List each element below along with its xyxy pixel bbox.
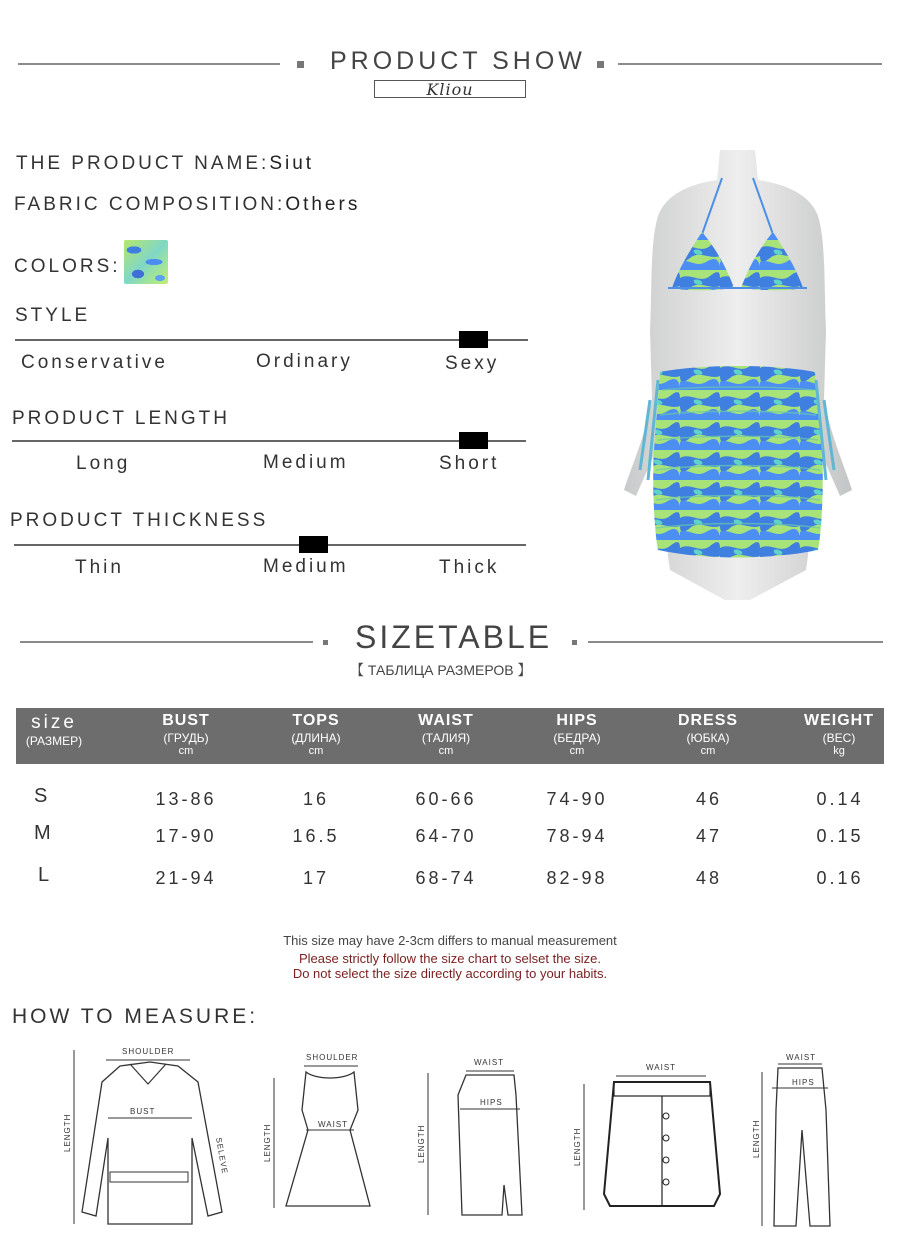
dress-icon <box>258 1050 378 1212</box>
table-row-l-weight: 0.16 <box>816 868 864 888</box>
skirt-icon <box>410 1055 540 1221</box>
table-row-m-bust: 17-90 <box>155 826 217 846</box>
measure-fig-dress <box>258 1050 378 1212</box>
measure-fig-pants <box>752 1050 862 1230</box>
table-row-m-weight: 0.15 <box>816 826 864 846</box>
col-hips-ru: (БЕДРА) <box>553 731 601 745</box>
col-dress-unit: cm <box>700 745 716 757</box>
table-row-s-tops: 16 <box>302 789 330 809</box>
thickness-scale-marker <box>299 536 328 553</box>
style-scale-marker <box>459 331 488 348</box>
length-scale-line <box>12 440 526 442</box>
table-row-m-size: M <box>34 822 54 844</box>
header-rule-right <box>618 63 882 65</box>
table-row-s-dress: 46 <box>695 789 723 809</box>
table-row-l-size: L <box>38 864 53 886</box>
shorts-icon <box>570 1058 730 1214</box>
measure-fig-shorts <box>570 1058 730 1214</box>
col-size-ru: (РАЗМЕР) <box>25 734 83 748</box>
size-warning-2: Do not select the size directly according to your habits. <box>292 966 608 981</box>
pants-waist-label: WAIST <box>786 1053 817 1062</box>
col-hips-main: HIPS <box>556 712 598 729</box>
col-waist-main: WAIST <box>418 712 474 729</box>
col-dress <box>658 708 758 764</box>
thickness-scale-line <box>14 544 526 546</box>
dress-length-label: LENGTH <box>263 1123 272 1162</box>
style-option-ordinary: Ordinary <box>256 351 353 372</box>
table-row-s-weight: 0.14 <box>816 789 864 809</box>
thickness-option-medium: Medium <box>263 556 349 577</box>
sizetable-title: SIZETABLE <box>355 619 553 655</box>
page-title: PRODUCT SHOW <box>330 47 586 75</box>
col-hips-unit: cm <box>569 745 585 757</box>
table-row-m-waist: 64-70 <box>415 826 477 846</box>
header-rule-left <box>18 63 280 65</box>
dress-shoulder-label: SHOULDER <box>306 1053 359 1062</box>
thickness-option-thin: Thin <box>75 557 124 578</box>
col-dress-main: DRESS <box>677 712 739 729</box>
table-row-l-bust: 21-94 <box>155 868 217 888</box>
length-scale-marker <box>459 432 488 449</box>
sizetable-subtitle: 【 ТАБЛИЦА РАЗМЕРОВ 】 <box>350 662 532 678</box>
col-waist-ru: (ТАЛИЯ) <box>421 731 471 745</box>
pants-length-label: LENGTH <box>752 1119 761 1158</box>
shorts-length-label: LENGTH <box>573 1127 582 1166</box>
col-tops <box>266 708 366 764</box>
col-size <box>16 708 92 764</box>
product-name-label: THE PRODUCT NAME: <box>16 153 270 174</box>
col-bust-ru: (ГРУДЬ) <box>163 731 209 745</box>
table-row-m-hips: 78-94 <box>546 826 608 846</box>
length-option-long: Long <box>76 453 131 474</box>
length-option-short: Short <box>439 453 500 474</box>
brand-label: Kliou <box>374 80 526 98</box>
skirt-length-label: LENGTH <box>417 1124 426 1163</box>
table-row-s-hips: 74-90 <box>546 789 608 809</box>
col-weight-ru: (ВЕС) <box>822 731 856 745</box>
col-size-main: size <box>31 712 77 733</box>
style-scale-line <box>15 339 528 341</box>
sizetable-rule-right <box>588 641 883 643</box>
jacket-icon <box>60 1042 240 1228</box>
thickness-title: PRODUCT THICKNESS <box>10 510 269 531</box>
table-row-l-tops: 17 <box>302 868 330 888</box>
table-row-m-dress: 47 <box>695 826 723 846</box>
length-option-medium: Medium <box>263 452 349 473</box>
style-option-conservative: Conservative <box>21 352 168 373</box>
table-row-s-waist: 60-66 <box>415 789 477 809</box>
jacket-bust-label: BUST <box>130 1107 156 1116</box>
col-hips <box>527 708 627 764</box>
thickness-option-thick: Thick <box>439 557 500 578</box>
col-tops-main: TOPS <box>292 712 340 729</box>
product-name-value: Siut <box>269 153 315 174</box>
sizetable-dot-right <box>572 640 577 645</box>
col-weight-unit: kg <box>833 745 845 757</box>
pants-icon <box>752 1050 862 1230</box>
col-weight <box>789 708 889 764</box>
measure-fig-jacket <box>60 1042 240 1228</box>
col-bust-unit: cm <box>178 745 194 757</box>
col-bust <box>136 708 236 764</box>
size-table-header <box>16 708 884 764</box>
table-row-m-tops: 16.5 <box>292 826 340 846</box>
shorts-waist-label: WAIST <box>646 1063 677 1072</box>
fabric-label: FABRIC COMPOSITION: <box>14 194 286 215</box>
table-row-l-dress: 48 <box>695 868 723 888</box>
colors-label: COLORS: <box>14 256 121 277</box>
size-warning-1: Please strictly follow the size chart to selset the size. <box>298 951 601 966</box>
skirt-waist-label: WAIST <box>474 1058 505 1067</box>
sizetable-rule-left <box>20 641 313 643</box>
style-title: STYLE <box>15 305 91 326</box>
table-row-l-hips: 82-98 <box>546 868 608 888</box>
table-row-l-waist: 68-74 <box>415 868 477 888</box>
color-swatch-print[interactable] <box>124 240 168 284</box>
col-bust-main: BUST <box>162 712 210 729</box>
col-tops-unit: cm <box>308 745 324 757</box>
jacket-sleeve-label: SELEVE <box>214 1136 230 1175</box>
table-row-s-bust: 13-86 <box>155 789 217 809</box>
col-waist-unit: cm <box>438 745 454 757</box>
product-name-row <box>16 153 314 175</box>
mannequin-illustration <box>600 150 875 600</box>
skirt-hips-label: HIPS <box>480 1098 503 1107</box>
col-weight-main: WEIGHT <box>804 712 874 729</box>
length-title: PRODUCT LENGTH <box>12 408 230 429</box>
measure-title: HOW TO MEASURE: <box>12 1005 259 1028</box>
fabric-value: Others <box>285 194 361 215</box>
col-dress-ru: (ЮБКА) <box>686 731 730 745</box>
fabric-row <box>14 194 360 216</box>
header-dot-left <box>297 61 304 68</box>
style-option-sexy: Sexy <box>445 353 500 374</box>
sizetable-dot-left <box>323 640 328 645</box>
pants-hips-label: HIPS <box>792 1078 815 1087</box>
product-model-photo <box>600 150 875 600</box>
jacket-shoulder-label: SHOULDER <box>122 1047 175 1056</box>
col-tops-ru: (ДЛИНА) <box>291 731 341 745</box>
jacket-length-label: LENGTH <box>63 1113 72 1152</box>
table-row-s-size: S <box>34 785 51 807</box>
header-dot-right <box>597 61 604 68</box>
size-note: This size may have 2-3cm differs to manual measurement <box>283 933 617 948</box>
measure-fig-skirt <box>410 1055 540 1221</box>
col-waist <box>396 708 496 764</box>
dress-waist-label: WAIST <box>318 1120 349 1129</box>
